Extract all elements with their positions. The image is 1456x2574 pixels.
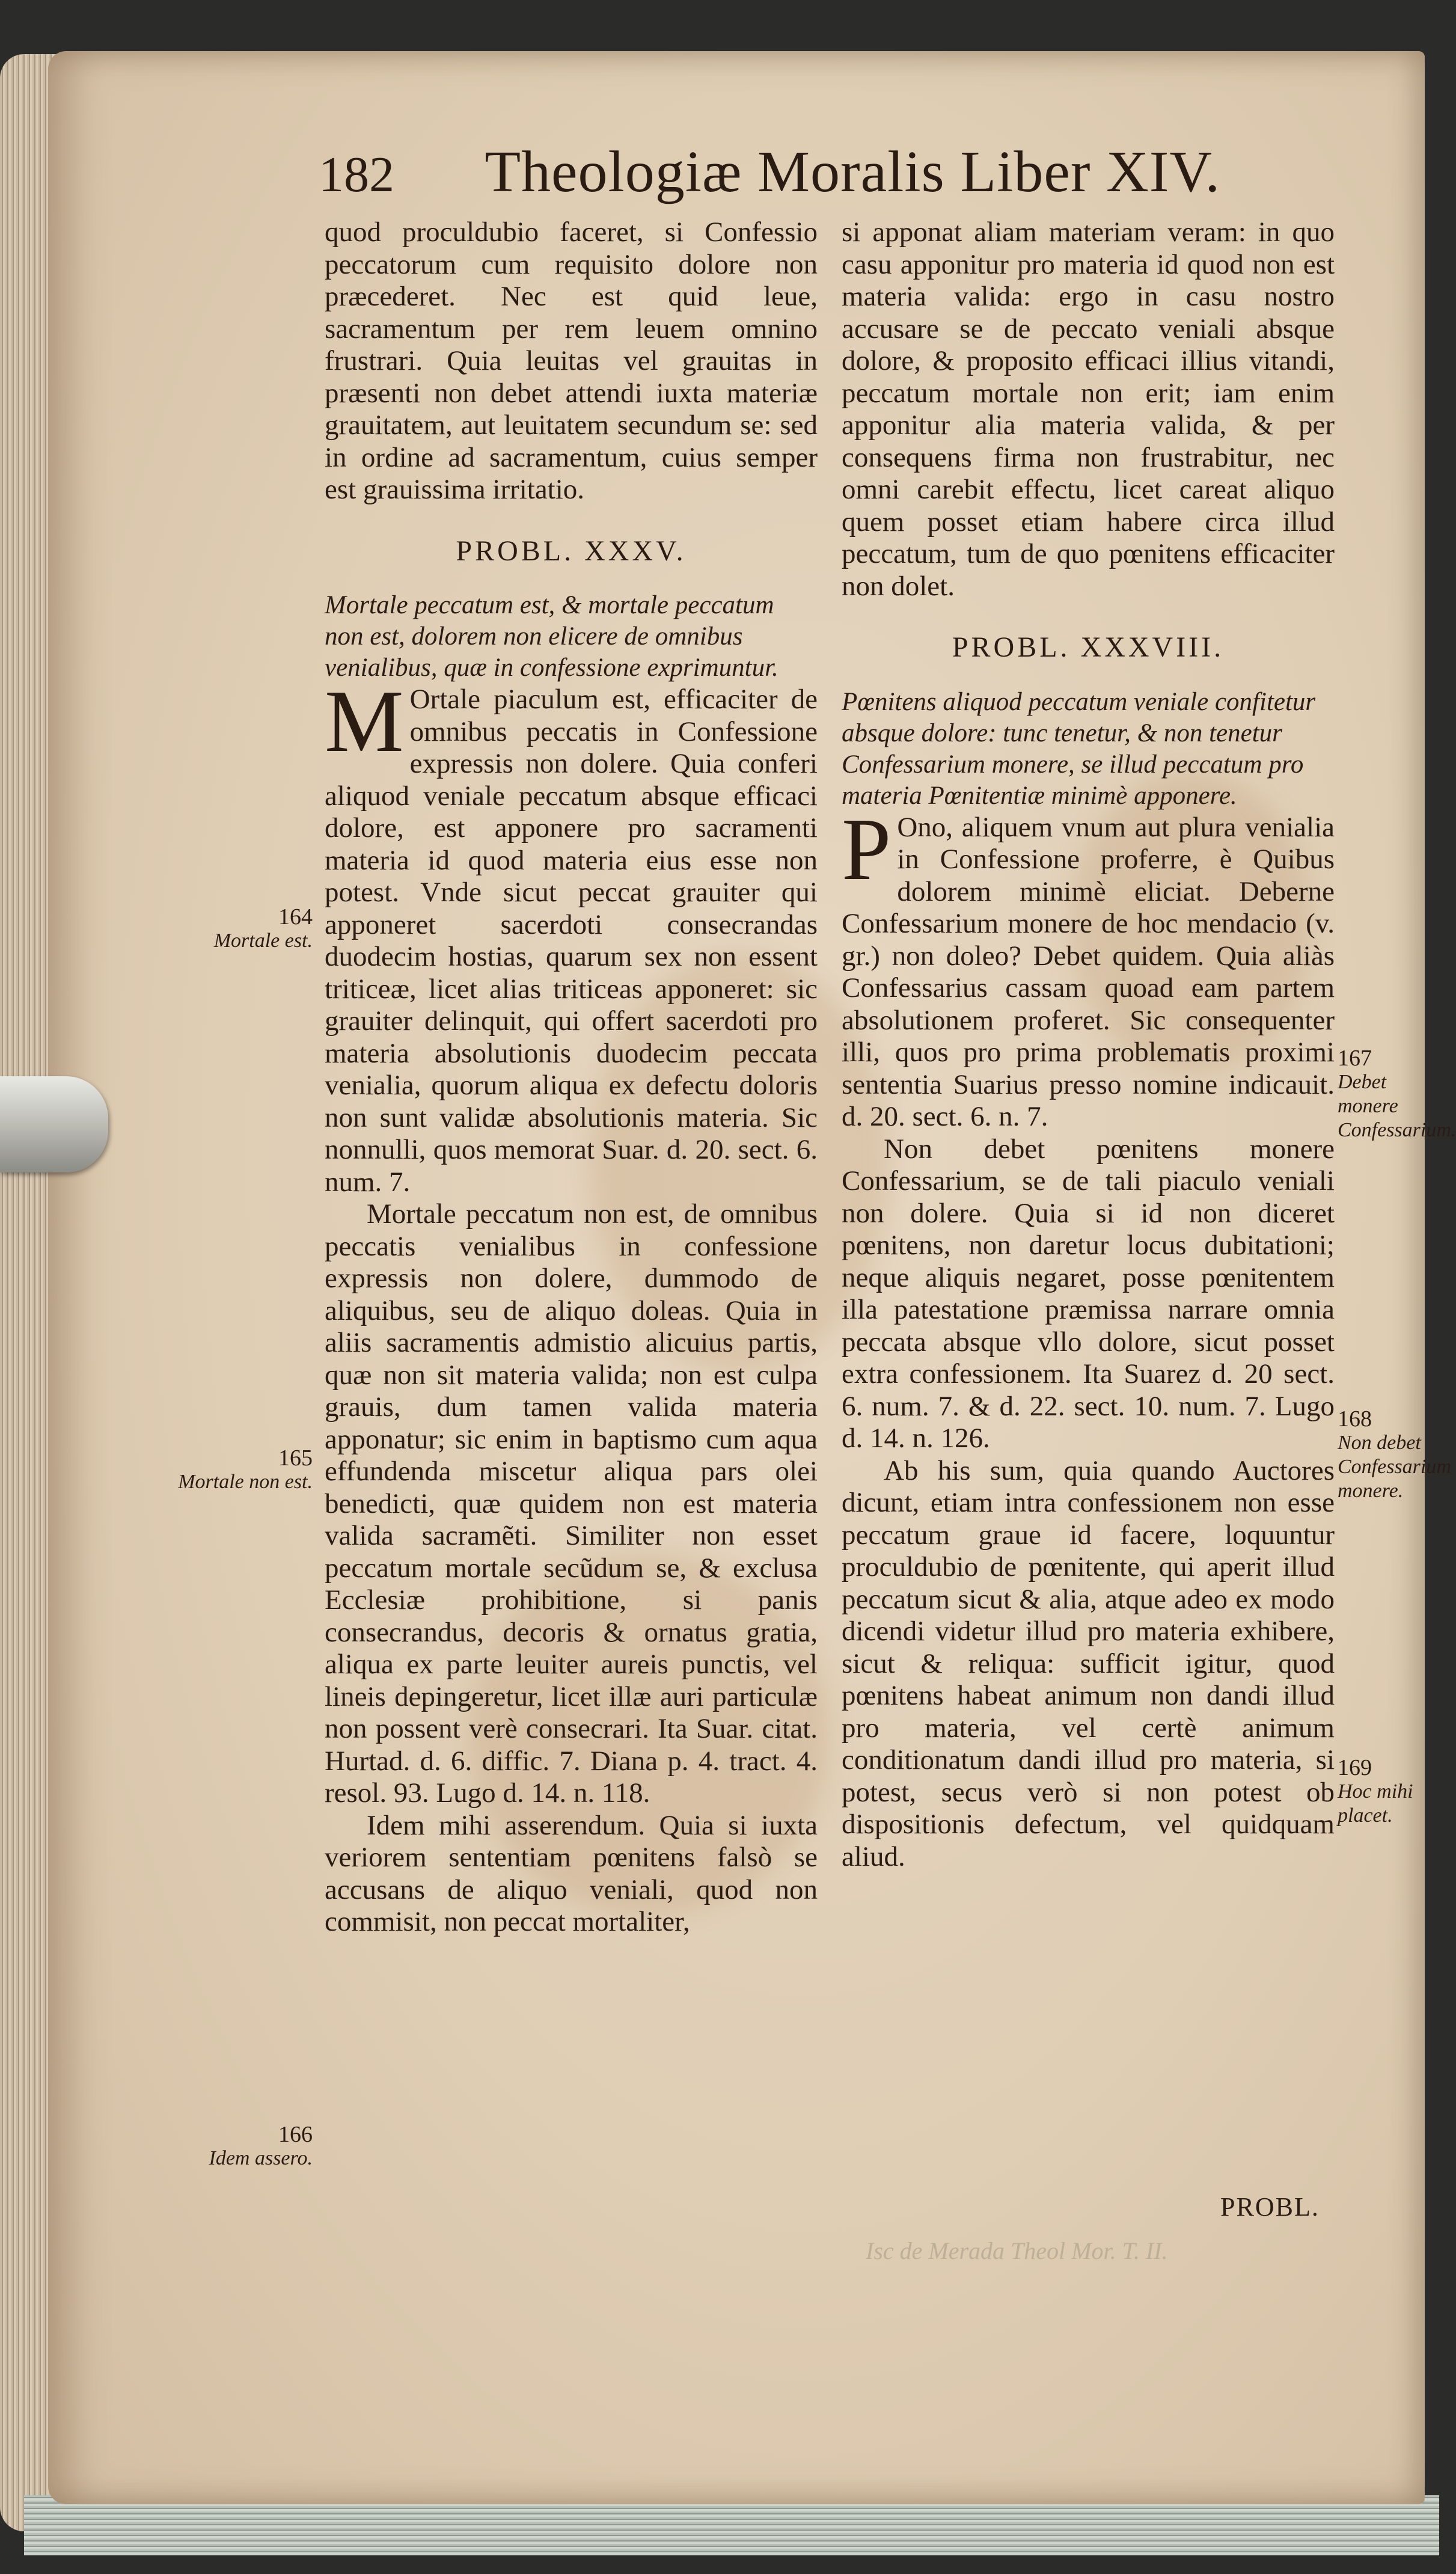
left-paragraph-2: Mortale peccatum non est, de omnibus peccatis venialibus in confessione expressis non dolere, dummodo de aliquibus, seu de aliquo doleas. Quia in aliis sacramentis admistio alicuius partis, quæ non sit materia valida; non est culpa grauis, dum tamen valida materia apponatur; sic enim in baptismo cum aqua effundenda miscetur aliqua pars olei benedicti, quæ quidem non est materia valida sacramẽti. Similiter non esset peccatum mortale secũdum se, & exclusa Ecclesiæ prohibitione, si panis consecrandus, decoris & ornatus gratia, aliqua ex parte leuiter aureis punctis, vel lineis depingeretur, licet illæ auri particulæ non possent verè consecrari. Ita Suar. citat. Hurtad. d. 6. diffic. 7. Diana p. 4. tract. 4. resol. 93. Lugo d. 14. n. 118. (325, 1198, 818, 1809)
right-paragraph-1-text: Ono, aliquem vnum aut plura venialia in Confessione proferre, è Quibus dolorem minimè eliciat. Deberne Confessarium monere de hoc mendacio (v. gr.) non doleo? Debet quidem. Quia aliàs Confessarius cassam quoad eam partem absolutionem proferet. Sic consequenter illi, quos pro prima problematis proximi sententia Suarius presso nomine indicauit. d. 20. sect. 6. n. 7. (842, 811, 1335, 1132)
margin-note-text: Hoc mihi placet. (1338, 1780, 1413, 1827)
catchword: PROBL. (1220, 2192, 1320, 2222)
book-bottom-edge (24, 2495, 1439, 2555)
problem-heading-38: PROBL. XXXVIII. (952, 631, 1225, 663)
right-paragraph-2: Non debet pœnitens monere Confessarium, se de tali piaculo veniali non dolere. Quia si id non diceret pœnitens, non daretur locus dubitationi; neque aliquis negaret, posse pœnitentem illa patestatione præmissa narrare omnia peccata absque vllo dolore, sicut posset extra confessionem. Ita Suarez d. 20 sect. 6. num. 7. & d. 22. sect. 10. num. 7. Lugo d. 14. n. 126. (842, 1133, 1335, 1454)
left-paragraph-3: Idem mihi asserendum. Quia si iuxta veriorem sententiam pœnitens falsò se accusans de aliquo veniali, quod non commisit, non peccat mortaliter, (325, 1809, 818, 1937)
margin-note-text: Debet monere Confessarium. (1338, 1071, 1456, 1141)
problem-heading-35: PROBL. XXXV. (456, 535, 687, 567)
page-header (319, 138, 1220, 206)
left-paragraph-1 (325, 672, 818, 1198)
running-title: Theologiæ Moralis Liber XIV. (485, 139, 1220, 204)
right-paragraph-3: Ab his sum, quia quando Auctores dicunt, etiam intra confessionem non esse peccatum graue id facere, loquuntur proculdubio de pœnitente, qui aperit illud peccatum sicut & alia, atque adeo ex modo dicendi videtur illud pro materia exhibere, sicut & reliqua: sufficit igitur, quod pœnitens habeat animum non dandi illud pro materia, vel certè animum conditionatum dandi illud pro materia, si potest, secus verò si non potest ob dispositionis defectum, vel quidquam aliud. (842, 1454, 1335, 1872)
margin-note-number: 169 (1338, 1755, 1372, 1780)
margin-note-165 (174, 1446, 313, 1494)
margin-note-164 (174, 905, 313, 953)
margin-note-number: 165 (278, 1445, 313, 1471)
metal-clip (0, 1076, 108, 1172)
drop-cap-p: P (842, 800, 892, 899)
right-opening-paragraph: si apponat aliam materiam veram: in quo casu apponitur pro materia id quod non est materia valida: ergo in casu nostro accusare se de peccato veniali absque dolore, & proposito efficaci illius vitandi, peccatum mortale non erit; iam enim apponitur alia materia valida, & per consequens firma non frustrabitur, nec omni carebit effectu, licet careat aliquo quem posset etiam habere circa illud peccatum, tum de quo pœnitens efficaciter non dolet. (842, 216, 1335, 602)
left-opening-paragraph: quod proculdubio faceret, si Confessio peccatorum cum requisito dolore non præcederet. Nec est quid leue, sacramentum per rem leuem omnino frustrari. Quia leuitas vel grauitas in præsenti non debet attendi iuxta materiæ grauitatem, aut leuitatem secundum se: sed in ordine ad sacramentum, cuius semper est grauissima irritatio. (325, 216, 818, 505)
margin-note-number: 164 (278, 904, 313, 930)
margin-note-168 (1338, 1406, 1451, 1503)
drop-cap-m: M (325, 672, 404, 771)
page-number: 182 (319, 147, 394, 203)
margin-note-166 (174, 2122, 313, 2171)
margin-note-169 (1338, 1756, 1434, 1828)
problem-thesis-38: Pœnitens aliquod peccatum veniale confitetur absque dolore: tunc tenetur, & non tenetur Confessarium monere, se illud peccatum pro materia Pœnitentiæ minimè apponere. (842, 687, 1316, 810)
problem-thesis-35: Mortale peccatum est, & mortale peccatum non est, dolorem non elicere de omnibus venialibus, quæ in confessione exprimuntur. (325, 591, 778, 682)
margin-note-number: 167 (1338, 1046, 1372, 1071)
margin-note-number: 166 (278, 2122, 313, 2147)
margin-note-text: Non debet Confessarium monere. (1338, 1432, 1451, 1502)
bleed-through-text: Isc de Merada Theol Mor. T. II. (866, 2237, 1168, 2264)
left-paragraph-1-text: Ortale piaculum est, efficaciter de omnibus peccatis in Confessione expressis non dolere. Quia conferi aliquod veniale peccatum absque efficaci dolore, est apponere pro sacramenti materia id quod materia eius esse non potest. Vnde sicut peccat grauiter qui apponeret sacerdoti consecrandas duodecim hostias, quarum sex non essent triticeæ, licet alias triticeas apponeret: sic grauiter delinquit, qui offert sacerdoti pro materia absolutionis duodecim peccata venialia, quorum aliqua ex defectu doloris non sunt validæ absolutionis materia. Sic nonnulli, quos memorat Suar. d. 20. sect. 6. num. 7. (325, 684, 818, 1198)
right-paragraph-1 (842, 800, 1335, 1133)
margin-note-text: Mortale non est. (178, 1471, 313, 1493)
margin-note-text: Idem assero. (209, 2147, 313, 2169)
margin-note-167 (1338, 1046, 1456, 1142)
margin-note-text: Mortale est. (213, 930, 313, 952)
margin-note-number: 168 (1338, 1406, 1372, 1432)
right-column (842, 216, 1335, 1873)
left-column (325, 216, 818, 1938)
